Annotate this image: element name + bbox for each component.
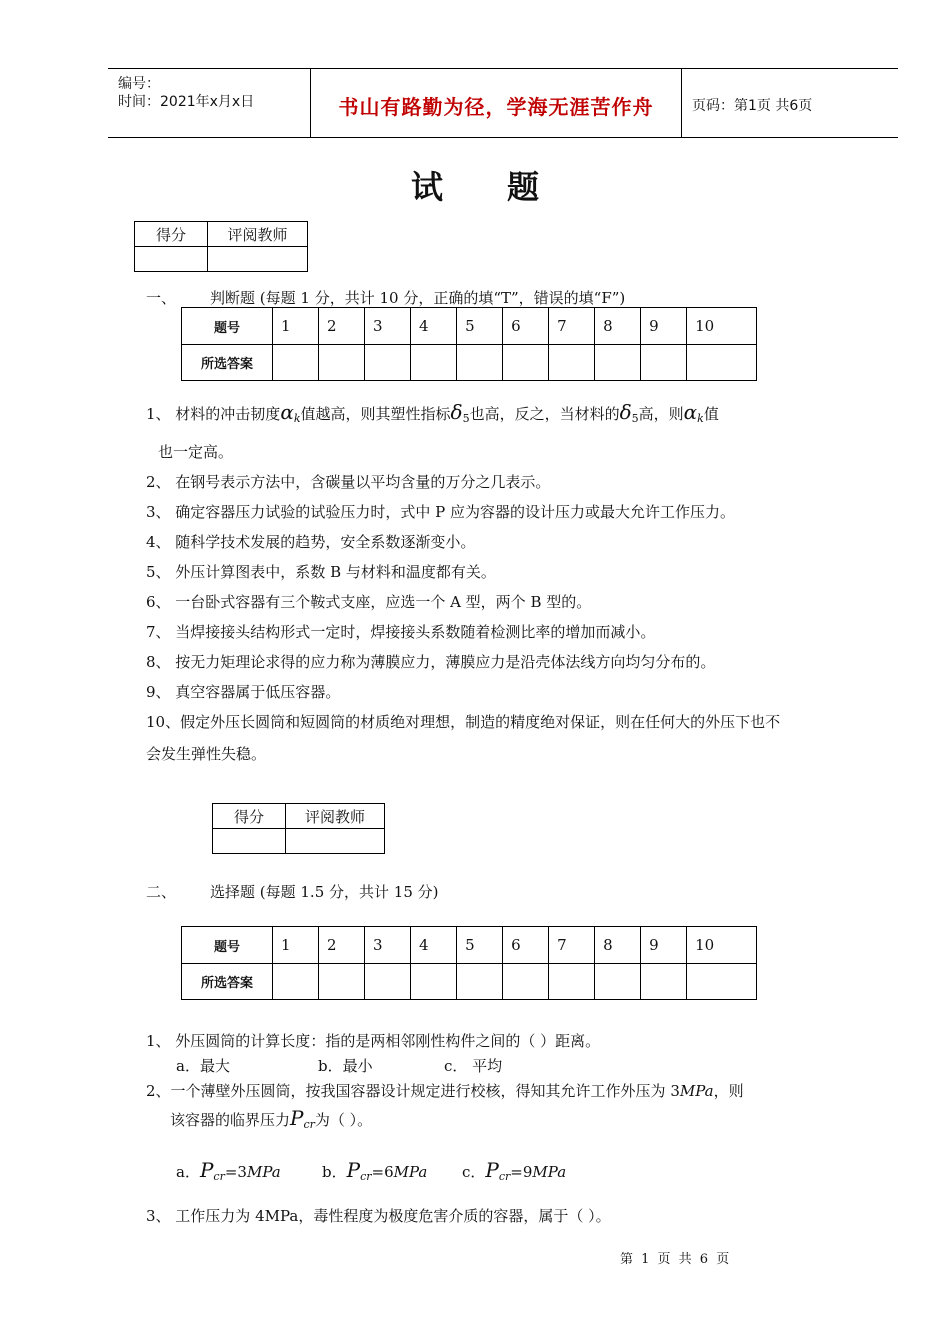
answer-cell[interactable]: [641, 345, 687, 381]
question-number-cell: 9: [641, 308, 687, 345]
answer-cell[interactable]: [687, 345, 757, 381]
choice-1-option-a: a．最大: [176, 1057, 230, 1075]
page-header: [108, 68, 898, 138]
question-number-cell: 1: [273, 927, 319, 964]
judge-question-2: 2、 在钢号表示方法中，含碳量以平均含量的万分之几表示。: [146, 473, 551, 491]
judge-question-5: 5、 外压计算图表中，系数 B 与材料和温度都有关。: [146, 563, 496, 581]
header-right-cell: [682, 69, 898, 137]
question-number-cell: 3: [365, 308, 411, 345]
motto: 书山有路勤为径，学海无涯苦作舟: [338, 95, 654, 119]
pressure-symbol: P: [199, 1158, 214, 1182]
score-cell[interactable]: [213, 829, 286, 854]
question-number-cell: 9: [641, 927, 687, 964]
header-left-cell: [108, 69, 311, 137]
answer-table-1: [181, 307, 757, 381]
answer-cell[interactable]: [273, 964, 319, 1000]
option-b-value: =6: [371, 1163, 394, 1181]
answer-cell[interactable]: [549, 345, 595, 381]
pressure-symbol: P: [290, 1106, 304, 1130]
score-label: 得分: [213, 804, 286, 829]
page-footer: 第 1 页 共 6 页: [620, 1252, 732, 1267]
document-time-label: 时间：2021年x月x日: [118, 94, 255, 110]
q1-text-2: 也高，反之，当材料的: [469, 405, 620, 423]
q1-text-3: 高，则: [638, 405, 684, 423]
q1-text-1: 值越高，则其塑性指标: [300, 405, 451, 423]
header-center-cell: [311, 69, 682, 137]
judge-question-10-continued: 会发生弹性失稳。: [146, 745, 267, 763]
score-box-1: [134, 221, 308, 272]
choice-1-option-b: b．最小: [318, 1057, 373, 1075]
q2-line1-unit: MPa: [679, 1082, 714, 1100]
section1-number: 一、: [146, 289, 177, 307]
q2-line2-post: 为（ ）。: [314, 1111, 373, 1129]
five-subscript: 5: [462, 412, 470, 425]
question-number-cell: 4: [411, 927, 457, 964]
judge-question-7: 7、 当焊接接头结构形式一定时，焊接接头系数随着检测比率的增加而减小。: [146, 623, 656, 641]
page-info: 页码：第1页 共6页: [692, 98, 813, 114]
judge-question-4: 4、 随科学技术发展的趋势，安全系数逐渐变小。: [146, 533, 476, 551]
judge-question-3: 3、 确定容器压力试验的试验压力时，式中 P 应为容器的设计压力或最大允许工作压力。: [146, 503, 735, 521]
option-b-label: b．: [322, 1163, 347, 1181]
answer-label: 所选答案: [182, 345, 273, 381]
teacher-label: 评阅教师: [208, 222, 308, 247]
teacher-cell[interactable]: [286, 829, 385, 854]
page-title: 试题: [410, 168, 603, 206]
option-c-label: c．: [462, 1163, 486, 1181]
document-number-label: 编号：: [118, 76, 160, 92]
answer-cell[interactable]: [365, 345, 411, 381]
section2-number: 二、: [146, 883, 177, 901]
question-number-cell: 5: [457, 927, 503, 964]
answer-cell[interactable]: [319, 964, 365, 1000]
answer-cell[interactable]: [365, 964, 411, 1000]
answer-cell[interactable]: [687, 964, 757, 1000]
cr-subscript: cr: [213, 1170, 225, 1183]
question-number-label: 题号: [182, 927, 273, 964]
k-subscript: k: [697, 412, 704, 425]
question-number-cell: 5: [457, 308, 503, 345]
choice-2-option-a: [176, 1158, 281, 1182]
judge-question-8: 8、 按无力矩理论求得的应力称为薄膜应力，薄膜应力是沿壳体法线方向均匀分布的。: [146, 653, 716, 671]
five-subscript: 5: [631, 412, 639, 425]
answer-label: 所选答案: [182, 964, 273, 1000]
choice-question-3: 3、 工作压力为 4MPa，毒性程度为极度危害介质的容器，属于（ ）。: [146, 1207, 611, 1225]
answer-cell[interactable]: [503, 345, 549, 381]
question-number-cell: 2: [319, 308, 365, 345]
question-number-cell: 6: [503, 308, 549, 345]
question-number-cell: 4: [411, 308, 457, 345]
judge-question-6: 6、 一台卧式容器有三个鞍式支座，应选一个 A 型，两个 B 型的。: [146, 593, 592, 611]
cr-subscript: cr: [303, 1118, 315, 1131]
question-number-label: 题号: [182, 308, 273, 345]
answer-cell[interactable]: [595, 345, 641, 381]
answer-cell[interactable]: [549, 964, 595, 1000]
q2-line2-pre: 该容器的临界压力: [170, 1111, 291, 1129]
pressure-symbol: P: [485, 1158, 499, 1182]
cr-subscript: cr: [498, 1170, 511, 1183]
alpha-symbol: α: [280, 400, 294, 424]
q1-prefix: 1、 材料的冲击韧度: [146, 405, 281, 423]
judge-question-9: 9、 真空容器属于低压容器。: [146, 683, 341, 701]
answer-cell[interactable]: [503, 964, 549, 1000]
cr-subscript: cr: [360, 1170, 372, 1183]
question-number-cell: 8: [595, 308, 641, 345]
question-number-cell: 3: [365, 927, 411, 964]
pressure-symbol: P: [346, 1158, 361, 1182]
answer-cell[interactable]: [411, 964, 457, 1000]
option-c-unit: MPa: [532, 1163, 567, 1181]
choice-1-option-c: c． 平均: [444, 1057, 503, 1075]
alpha-symbol: α: [683, 400, 698, 424]
question-number-cell: 10: [687, 927, 757, 964]
option-c-value: =9: [510, 1163, 533, 1181]
answer-cell[interactable]: [457, 964, 503, 1000]
question-number-cell: 1: [273, 308, 319, 345]
question-number-cell: 2: [319, 927, 365, 964]
judge-question-10: 10、假定外压长圆筒和短圆筒的材质绝对理想，制造的精度绝对保证，则在任何大的外压下也不: [146, 713, 781, 731]
score-cell[interactable]: [135, 247, 208, 272]
option-a-value: =3: [224, 1163, 247, 1181]
choice-2-option-c: [462, 1158, 566, 1182]
choice-question-2-continued: [170, 1106, 372, 1130]
option-b-unit: MPa: [393, 1163, 428, 1181]
teacher-cell[interactable]: [208, 247, 308, 272]
delta-symbol: δ: [619, 400, 632, 424]
answer-cell[interactable]: [457, 345, 503, 381]
q1-text-4: 值: [703, 405, 719, 423]
choice-question-1: 1、 外压圆筒的计算长度：指的是两相邻刚性构件之间的（ ）距离。: [146, 1032, 601, 1050]
teacher-label: 评阅教师: [286, 804, 385, 829]
option-a-unit: MPa: [246, 1163, 281, 1181]
answer-table-2: [181, 926, 757, 1000]
answer-cell[interactable]: [273, 345, 319, 381]
k-subscript: k: [293, 412, 301, 425]
judge-question-1: [146, 400, 719, 424]
q2-line1-text: 2、一个薄壁外压圆筒，按我国容器设计规定进行校核，得知其允许工作外压为 3: [146, 1082, 680, 1100]
answer-cell[interactable]: [595, 964, 641, 1000]
delta-symbol: δ: [450, 400, 463, 424]
score-box-2: [212, 803, 385, 854]
section1-heading: 判断题 (每题 1 分，共计 10 分，正确的填“T”，错误的填“F”): [210, 289, 626, 307]
question-number-cell: 7: [549, 308, 595, 345]
choice-question-2: [146, 1080, 744, 1101]
question-number-cell: 7: [549, 927, 595, 964]
question-number-cell: 10: [687, 308, 757, 345]
answer-cell[interactable]: [319, 345, 365, 381]
answer-cell[interactable]: [411, 345, 457, 381]
q2-line1-end: ，则: [713, 1082, 744, 1100]
question-number-cell: 6: [503, 927, 549, 964]
answer-cell[interactable]: [641, 964, 687, 1000]
section2-heading: 选择题 (每题 1.5 分，共计 15 分): [210, 883, 439, 901]
option-a-label: a．: [176, 1163, 200, 1181]
score-label: 得分: [135, 222, 208, 247]
judge-question-1-continued: 也一定高。: [158, 443, 234, 461]
question-number-cell: 8: [595, 927, 641, 964]
choice-2-option-b: [322, 1158, 427, 1182]
